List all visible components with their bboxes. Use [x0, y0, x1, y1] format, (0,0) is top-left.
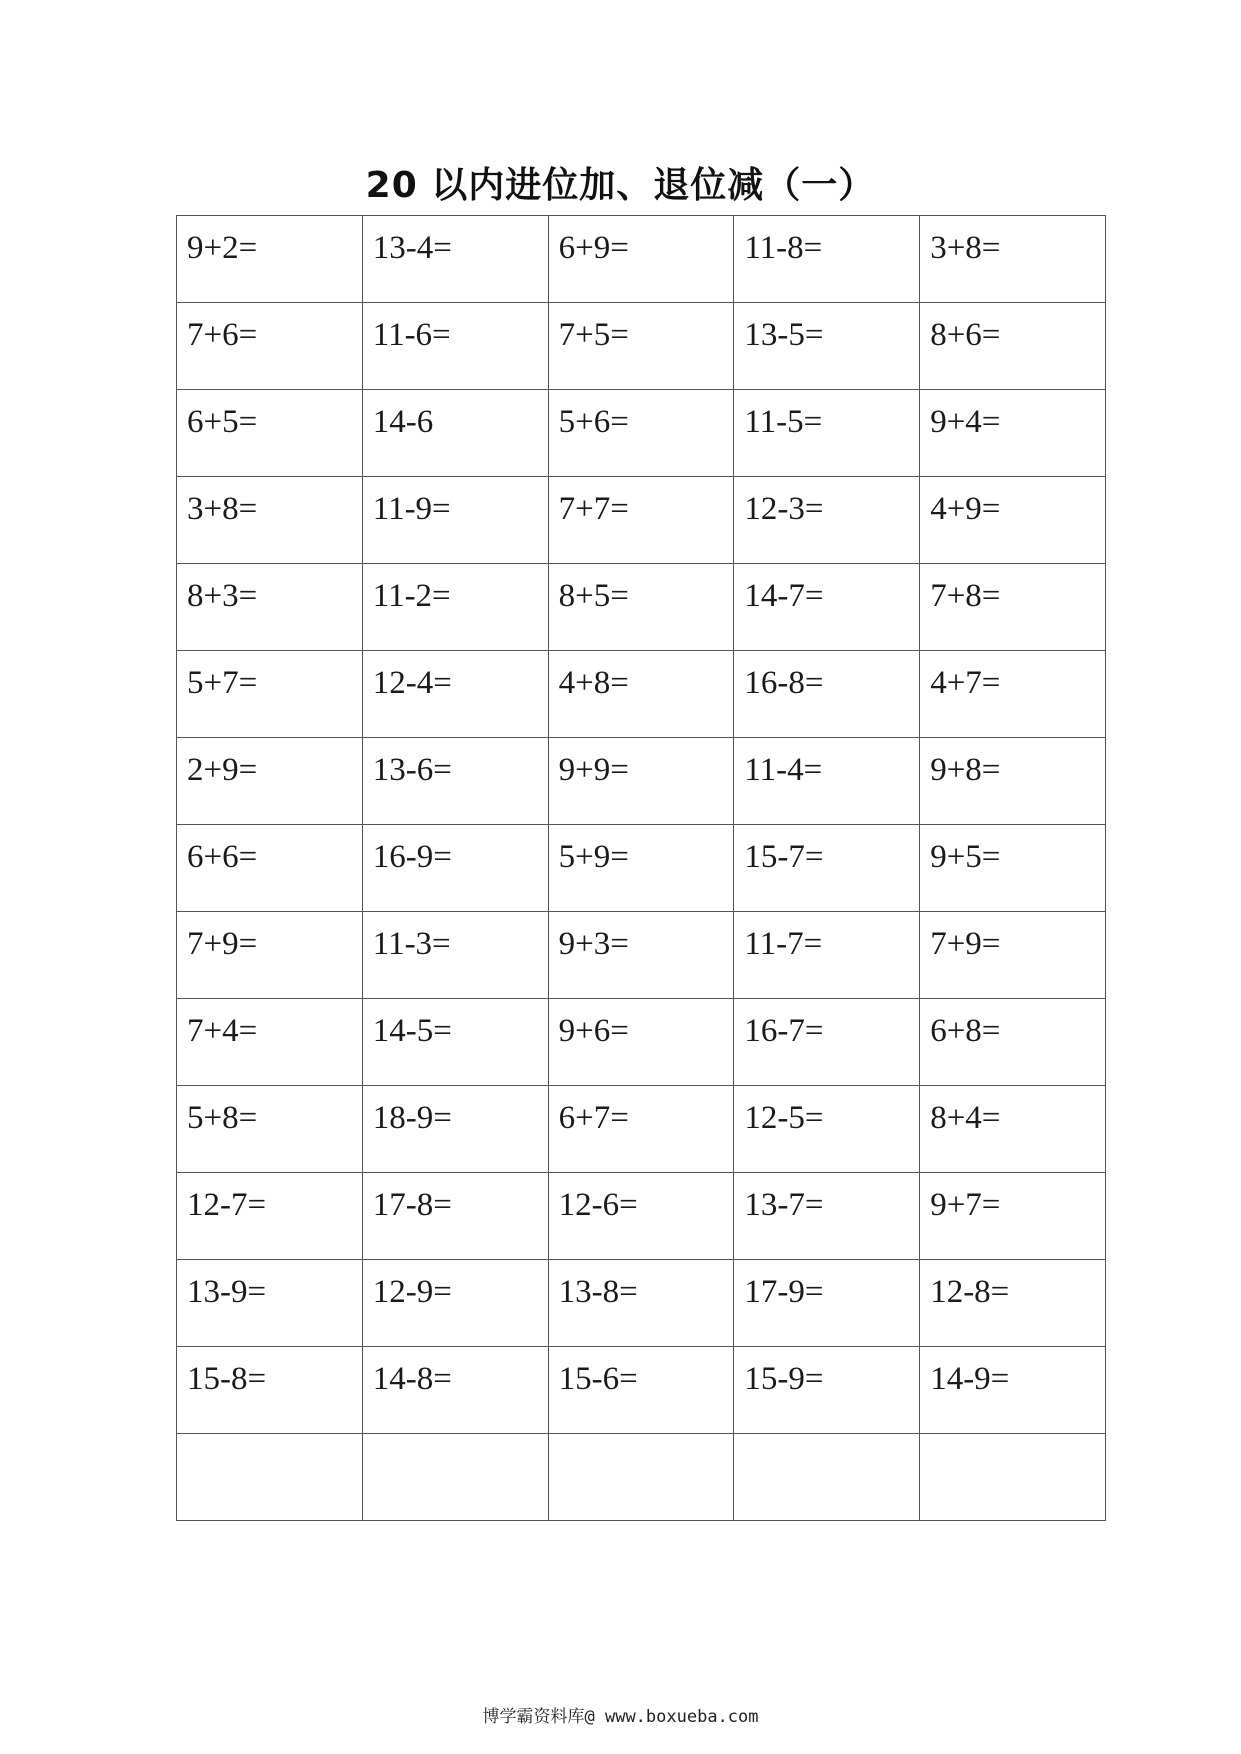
footer-watermark: 博学霸资料库@ www.boxueba.com [482, 1707, 759, 1727]
problem-cell: 11-5= [734, 390, 920, 477]
table-row [177, 216, 1106, 303]
table-row [177, 999, 1106, 1086]
problem-cell: 12-9= [362, 1260, 548, 1347]
problem-cell: 12-3= [734, 477, 920, 564]
problem-cell: 18-9= [362, 1086, 548, 1173]
problem-cell: 13-7= [734, 1173, 920, 1260]
problem-table [176, 215, 1106, 1521]
problem-cell: 13-9= [177, 1260, 363, 1347]
problem-cell: 15-6= [548, 1347, 734, 1434]
problem-cell: 9+6= [548, 999, 734, 1086]
problem-cell: 12-4= [362, 651, 548, 738]
problem-cell [177, 1434, 363, 1521]
problem-cell: 9+8= [920, 738, 1106, 825]
problem-cell: 12-8= [920, 1260, 1106, 1347]
table-row [177, 738, 1106, 825]
problem-cell: 13-6= [362, 738, 548, 825]
problem-cell: 12-5= [734, 1086, 920, 1173]
problem-cell: 11-3= [362, 912, 548, 999]
problem-cell: 7+8= [920, 564, 1106, 651]
problem-cell: 13-4= [362, 216, 548, 303]
problem-cell: 14-6 [362, 390, 548, 477]
problem-cell: 11-8= [734, 216, 920, 303]
problem-cell: 5+9= [548, 825, 734, 912]
problem-cell: 9+3= [548, 912, 734, 999]
page-title: 20 以内进位加、退位减（一） [365, 165, 876, 206]
table-row [177, 651, 1106, 738]
problem-cell: 16-7= [734, 999, 920, 1086]
problem-cell [362, 1434, 548, 1521]
problem-cell: 9+7= [920, 1173, 1106, 1260]
table-row [177, 912, 1106, 999]
problem-cell: 14-8= [362, 1347, 548, 1434]
problem-cell: 7+9= [177, 912, 363, 999]
problem-cell: 6+5= [177, 390, 363, 477]
problem-cell [920, 1434, 1106, 1521]
problem-cell: 8+4= [920, 1086, 1106, 1173]
problem-cell: 7+4= [177, 999, 363, 1086]
problem-cell: 14-9= [920, 1347, 1106, 1434]
table-row [177, 477, 1106, 564]
problem-cell: 4+7= [920, 651, 1106, 738]
problem-cell: 6+9= [548, 216, 734, 303]
table-row [177, 303, 1106, 390]
problem-cell: 8+5= [548, 564, 734, 651]
table-row [177, 825, 1106, 912]
problem-cell: 9+2= [177, 216, 363, 303]
problem-cell: 5+8= [177, 1086, 363, 1173]
problem-cell: 11-4= [734, 738, 920, 825]
problem-cell: 7+5= [548, 303, 734, 390]
problem-cell: 7+7= [548, 477, 734, 564]
problem-cell: 13-8= [548, 1260, 734, 1347]
problem-cell: 8+3= [177, 564, 363, 651]
problem-cell: 12-7= [177, 1173, 363, 1260]
problem-cell: 5+7= [177, 651, 363, 738]
problem-cell: 7+9= [920, 912, 1106, 999]
problem-cell: 9+9= [548, 738, 734, 825]
problem-cell: 6+7= [548, 1086, 734, 1173]
table-row [177, 1173, 1106, 1260]
problem-cell: 16-9= [362, 825, 548, 912]
table-row [177, 564, 1106, 651]
problem-cell: 13-5= [734, 303, 920, 390]
problem-cell: 6+6= [177, 825, 363, 912]
table-row [177, 1347, 1106, 1434]
problem-cell: 6+8= [920, 999, 1106, 1086]
problem-cell: 3+8= [177, 477, 363, 564]
problem-cell: 8+6= [920, 303, 1106, 390]
problem-cell: 11-2= [362, 564, 548, 651]
table-row [177, 390, 1106, 477]
problem-cell: 17-9= [734, 1260, 920, 1347]
problem-cell: 14-7= [734, 564, 920, 651]
problem-cell: 15-8= [177, 1347, 363, 1434]
table-row [177, 1260, 1106, 1347]
problem-cell [734, 1434, 920, 1521]
problem-cell [548, 1434, 734, 1521]
problem-cell: 4+9= [920, 477, 1106, 564]
problem-cell: 2+9= [177, 738, 363, 825]
problem-cell: 3+8= [920, 216, 1106, 303]
problem-cell: 9+4= [920, 390, 1106, 477]
problem-cell: 11-6= [362, 303, 548, 390]
problem-cell: 9+5= [920, 825, 1106, 912]
table-body [177, 216, 1106, 1521]
table-row [177, 1086, 1106, 1173]
problem-cell: 12-6= [548, 1173, 734, 1260]
problem-cell: 11-7= [734, 912, 920, 999]
problem-cell: 15-9= [734, 1347, 920, 1434]
problem-cell: 14-5= [362, 999, 548, 1086]
problem-cell: 7+6= [177, 303, 363, 390]
problem-cell: 4+8= [548, 651, 734, 738]
problem-cell: 15-7= [734, 825, 920, 912]
problem-cell: 17-8= [362, 1173, 548, 1260]
problem-cell: 11-9= [362, 477, 548, 564]
problem-cell: 16-8= [734, 651, 920, 738]
table-row [177, 1434, 1106, 1521]
problem-cell: 5+6= [548, 390, 734, 477]
